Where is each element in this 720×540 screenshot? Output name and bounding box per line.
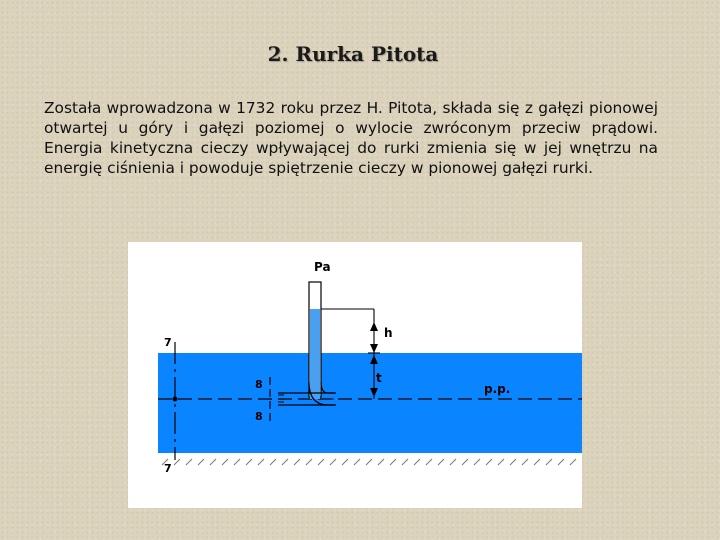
label-8-lower: 8	[255, 410, 263, 423]
water-body	[158, 353, 582, 453]
riverbed-hatching	[162, 459, 576, 465]
label-7-top: 7	[164, 336, 172, 349]
label-7-bottom: 7	[164, 462, 172, 475]
label-t: t	[376, 371, 382, 385]
section-point	[173, 397, 178, 402]
label-h: h	[384, 326, 393, 340]
slide-title: 2. Rurka Pitota	[267, 42, 439, 66]
label-8-upper: 8	[255, 378, 263, 391]
body-paragraph: Została wprowadzona w 1732 roku przez H. Pitota, składa się z gałęzi pionowej otwartej u góry i gałęzi poziomej o wylocie zwróconym przeciw prądowi. Energia kinetyczna cieczy wpływającej do rurki zmienia się w jej wnętrzu na energię ciśnienia i powoduje spiętrzenie cieczy w pionowej gałęzi rurki.	[44, 99, 658, 177]
label-pa: Pa	[314, 260, 331, 274]
pitot-tube-diagram	[128, 242, 582, 508]
label-pp: p.p.	[484, 382, 511, 396]
